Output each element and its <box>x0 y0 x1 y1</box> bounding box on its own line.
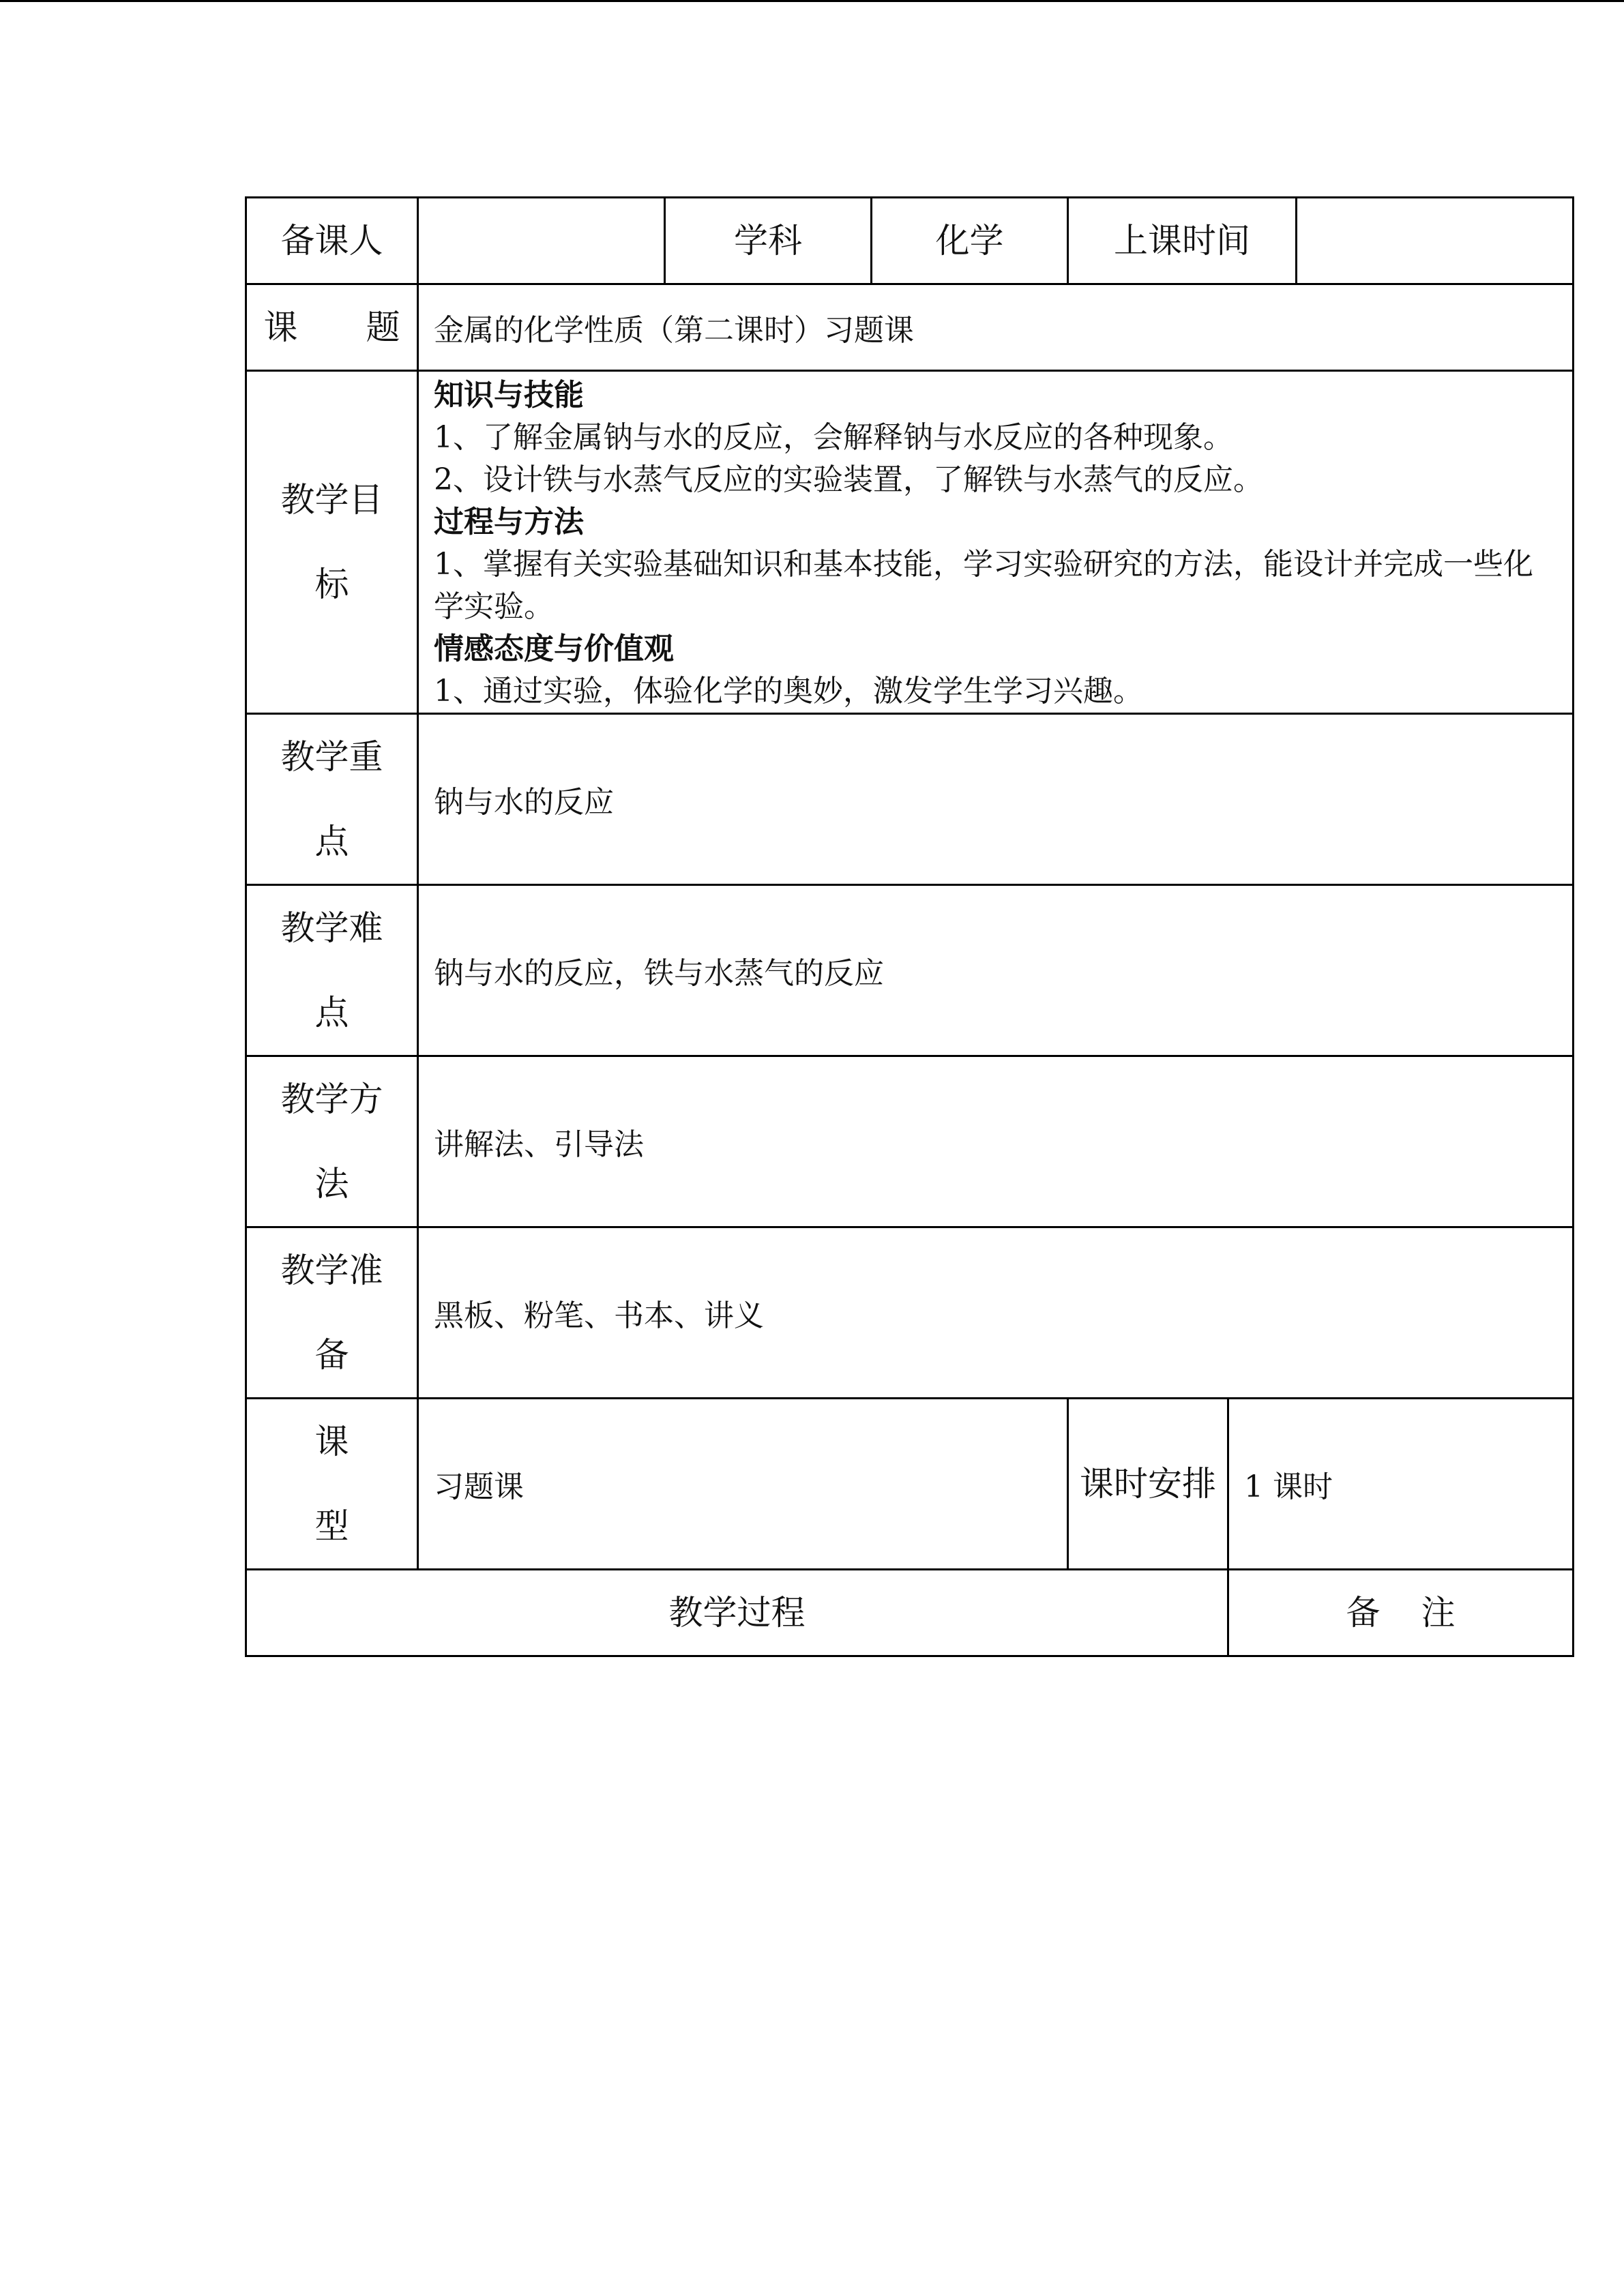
objectives-item: 2、设计铁与水蒸气反应的实验装置，了解铁与水蒸气的反应。 <box>434 462 1263 497</box>
class-time-label: 上课时间 <box>1068 198 1297 284</box>
difficulties-label-line1: 教学难 <box>280 908 383 948</box>
methods-label-line1: 教学方 <box>280 1079 383 1119</box>
preparer-label: 备课人 <box>246 198 418 284</box>
lesson-type-label-line2: 型 <box>314 1506 349 1546</box>
key-points-label <box>246 714 418 885</box>
objectives-heading-attitude: 情感态度与价值观 <box>434 631 674 666</box>
preparation-label-line1: 教学准 <box>280 1251 383 1290</box>
lesson-type-label <box>246 1399 418 1570</box>
hours-value: 1 课时 <box>1228 1399 1574 1570</box>
lesson-type-row <box>246 1399 1574 1570</box>
notes-label-a: 备 <box>1346 1593 1381 1632</box>
methods-row <box>246 1056 1574 1227</box>
lesson-type-label-line1: 课 <box>314 1422 349 1461</box>
difficulties-row <box>246 885 1574 1056</box>
objectives-label <box>246 371 418 714</box>
hours-label: 课时安排 <box>1068 1399 1228 1570</box>
preparation-value: 黑板、粉笔、书本、讲义 <box>418 1227 1574 1399</box>
key-points-label-line1: 教学重 <box>280 737 383 777</box>
topic-value: 金属的化学性质（第二课时）习题课 <box>418 284 1574 371</box>
lesson-plan-table <box>245 196 1574 1657</box>
objectives-item: 1、了解金属钠与水的反应，会解释钠与水反应的各种现象。 <box>434 420 1233 455</box>
key-points-row <box>246 714 1574 885</box>
objectives-heading-process: 过程与方法 <box>434 505 584 539</box>
topic-row <box>246 284 1574 371</box>
objectives-row <box>246 371 1574 714</box>
objectives-label-line1: 教学目 <box>280 480 383 520</box>
difficulties-label-line2: 点 <box>314 993 349 1032</box>
difficulties-label <box>246 885 418 1056</box>
methods-label <box>246 1056 418 1227</box>
preparation-label <box>246 1227 418 1399</box>
objectives-item: 1、掌握有关实验基础知识和基本技能，学习实验研究的方法，能设计并完成一些化学实验。 <box>434 547 1533 624</box>
lesson-type-value: 习题课 <box>418 1399 1068 1570</box>
topic-label <box>246 284 418 371</box>
topic-label-b: 题 <box>366 308 400 347</box>
subject-value: 化学 <box>872 198 1068 284</box>
subject-label: 学科 <box>665 198 872 284</box>
notes-label-b: 注 <box>1421 1593 1456 1632</box>
process-label: 教学过程 <box>246 1570 1228 1656</box>
notes-label <box>1228 1570 1574 1656</box>
class-time-value <box>1297 198 1574 284</box>
top-border-line <box>0 0 1624 2</box>
preparation-row <box>246 1227 1574 1399</box>
methods-label-line2: 法 <box>314 1164 349 1204</box>
header-row <box>246 198 1574 284</box>
topic-label-a: 课 <box>263 308 298 347</box>
objectives-content <box>418 371 1574 714</box>
key-points-value: 钠与水的反应 <box>418 714 1574 885</box>
preparation-label-line2: 备 <box>314 1335 349 1375</box>
key-points-label-line2: 点 <box>314 822 349 861</box>
preparer-value <box>418 198 665 284</box>
objectives-heading-knowledge: 知识与技能 <box>434 378 584 413</box>
objectives-item: 1、通过实验，体验化学的奥妙，激发学生学习兴趣。 <box>434 674 1143 709</box>
objectives-label-line2: 标 <box>314 565 349 604</box>
process-row <box>246 1570 1574 1656</box>
methods-value: 讲解法、引导法 <box>418 1056 1574 1227</box>
difficulties-value: 钠与水的反应，铁与水蒸气的反应 <box>418 885 1574 1056</box>
